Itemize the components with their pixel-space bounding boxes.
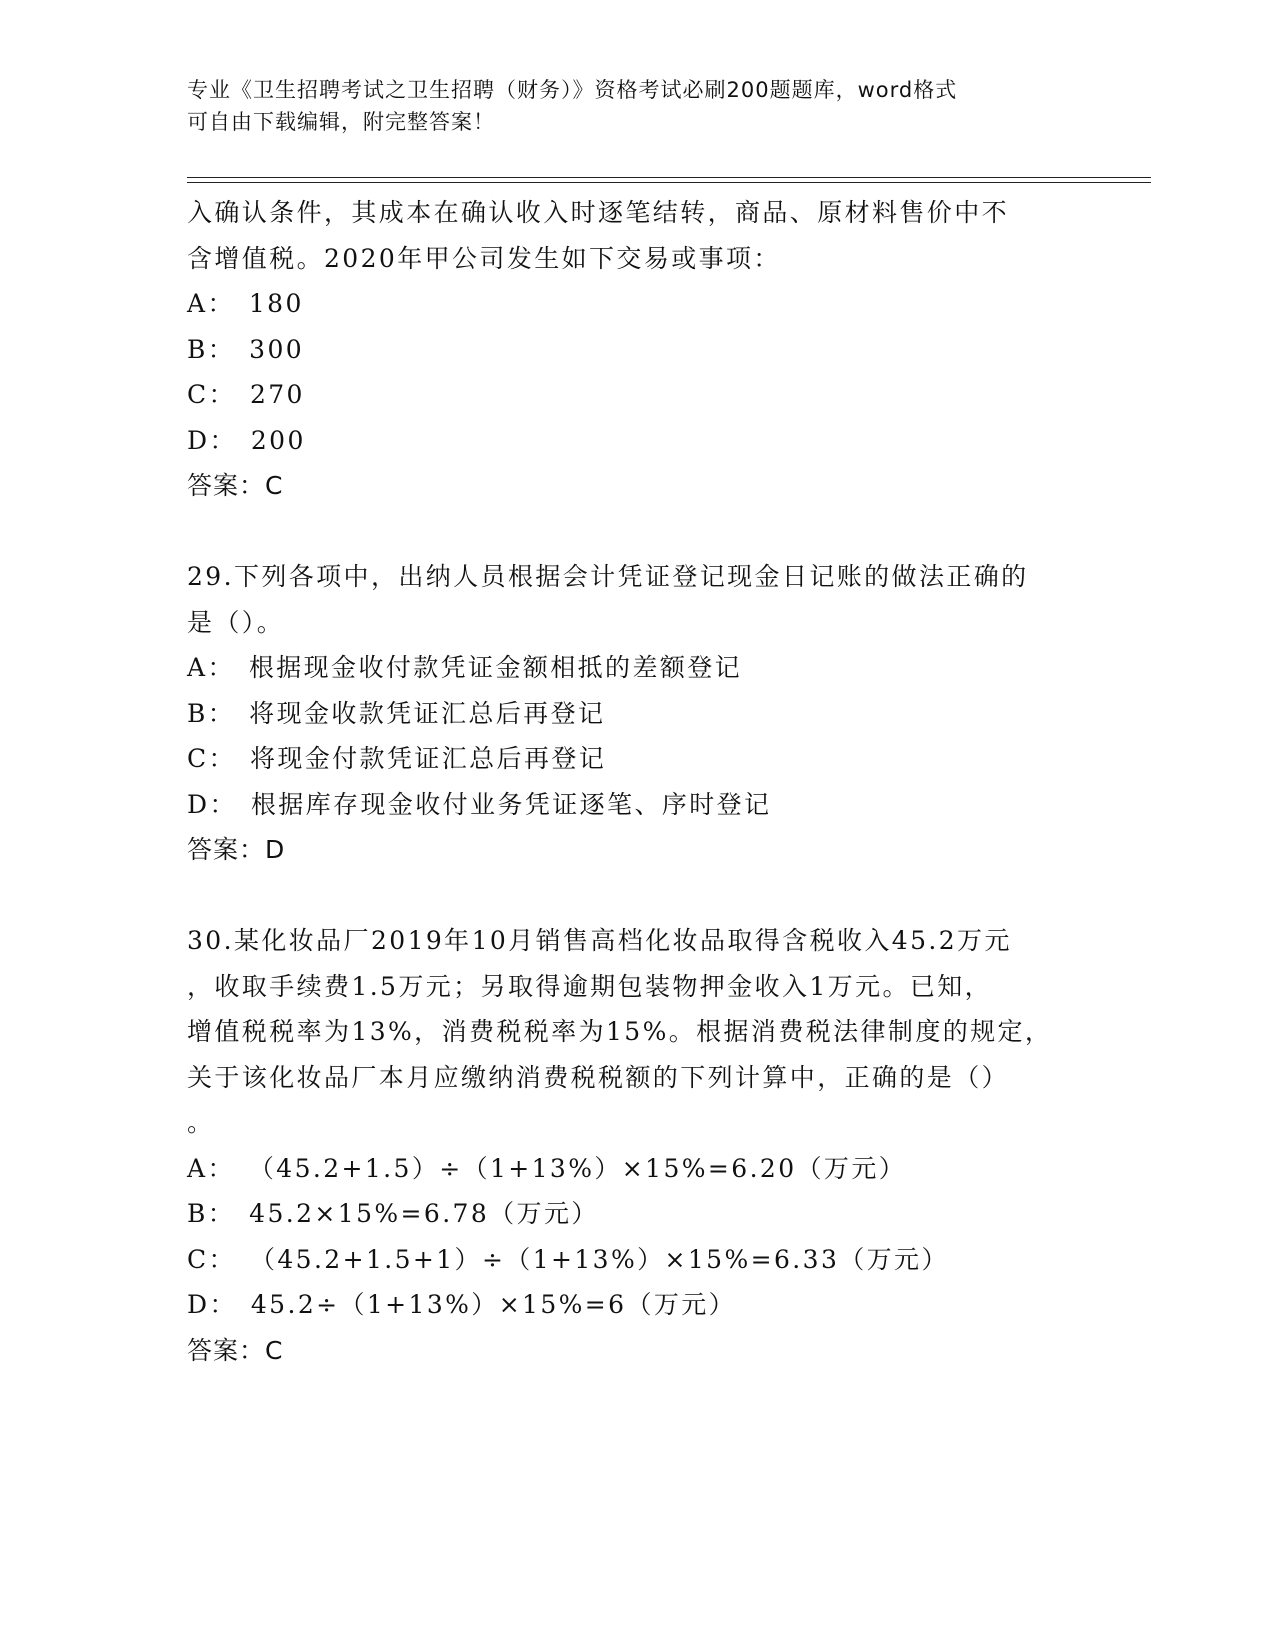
option-a xyxy=(187,645,1087,691)
answer-label: 答案：C xyxy=(187,471,284,500)
question-stem-line: 。 xyxy=(187,1108,215,1137)
option-text: 将现金付款凭证汇总后再登记 xyxy=(249,744,607,773)
option-c xyxy=(187,1237,1087,1283)
option-key: D： xyxy=(187,1290,237,1319)
option-d xyxy=(187,1282,1087,1328)
option-key: A： xyxy=(187,289,235,318)
option-key: C： xyxy=(187,380,236,409)
option-text: 200 xyxy=(250,425,306,455)
option-c xyxy=(187,736,1087,782)
option-text: 45.2×15%=6.78（万元） xyxy=(249,1199,599,1228)
option-a xyxy=(187,1146,1087,1192)
option-text: 根据库存现金收付业务凭证逐笔、序时登记 xyxy=(250,789,772,819)
header-divider-bottom xyxy=(187,182,1151,183)
question-stem-line: 29.下列各项中，出纳人员根据会计凭证登记现金日记账的做法正确的 xyxy=(187,562,1029,591)
option-key: B： xyxy=(187,1199,236,1228)
option-text: （45.2+1.5）÷（1+13%）×15%=6.20（万元） xyxy=(248,1153,907,1183)
option-text: 270 xyxy=(249,380,305,409)
option-key: A： xyxy=(187,653,235,682)
spacer xyxy=(187,873,1087,919)
option-a xyxy=(187,281,1087,327)
answer-label: 答案：D xyxy=(187,835,286,864)
option-d xyxy=(187,782,1087,828)
option-c xyxy=(187,372,1087,418)
option-d xyxy=(187,418,1087,464)
question-30 xyxy=(187,918,1087,1373)
option-b xyxy=(187,691,1087,737)
option-text: 300 xyxy=(249,334,305,364)
question-stem-line: 含增值税。2020年甲公司发生如下交易或事项： xyxy=(187,243,781,273)
header-title-line-2: 可自由下载编辑，附完整答案！ xyxy=(187,110,495,134)
page-header xyxy=(187,74,1067,138)
option-b xyxy=(187,1191,1087,1237)
question-stem-line: 入确认条件，其成本在确认收入时逐笔结转，商品、原材料售价中不 xyxy=(187,198,1010,227)
question-stem-line: 增值税税率为13%，消费税税率为15%。根据消费税法律制度的规定， xyxy=(187,1017,1053,1046)
header-divider-top xyxy=(187,177,1151,178)
option-key: B： xyxy=(187,698,236,728)
question-content xyxy=(187,190,1087,1373)
question-stem-line: 关于该化妆品厂本月应缴纳消费税税额的下列计算中，正确的是（） xyxy=(187,1062,1010,1092)
option-key: A： xyxy=(187,1153,235,1183)
question-28-continuation xyxy=(187,190,1087,509)
option-text: 45.2÷（1+13%）×15%=6（万元） xyxy=(250,1290,737,1319)
answer-label: 答案：C xyxy=(187,1335,284,1365)
option-key: B： xyxy=(187,334,236,364)
question-stem-line: 30.某化妆品厂2019年10月销售高档化妆品取得含税收入45.2万元 xyxy=(187,926,1012,955)
option-key: D： xyxy=(187,425,237,455)
option-text: 将现金收款凭证汇总后再登记 xyxy=(249,698,606,728)
option-text: 180 xyxy=(248,289,304,318)
option-key: D： xyxy=(187,789,237,819)
question-stem-line: ，收取手续费1.5万元；另取得逾期包装物押金收入1万元。已知， xyxy=(187,971,993,1001)
option-key: C： xyxy=(187,1244,236,1274)
option-key: C： xyxy=(187,744,236,773)
option-text: 根据现金收付款凭证金额相抵的差额登记 xyxy=(248,653,743,682)
question-stem-line: 是（）。 xyxy=(187,607,285,637)
question-29 xyxy=(187,554,1087,873)
option-b xyxy=(187,327,1087,373)
header-title-line-1: 专业《卫生招聘考试之卫生招聘（财务）》资格考试必刷200题题库，word格式 xyxy=(187,78,958,102)
option-text: （45.2+1.5+1）÷（1+13%）×15%=6.33（万元） xyxy=(249,1244,949,1274)
spacer xyxy=(187,509,1087,555)
